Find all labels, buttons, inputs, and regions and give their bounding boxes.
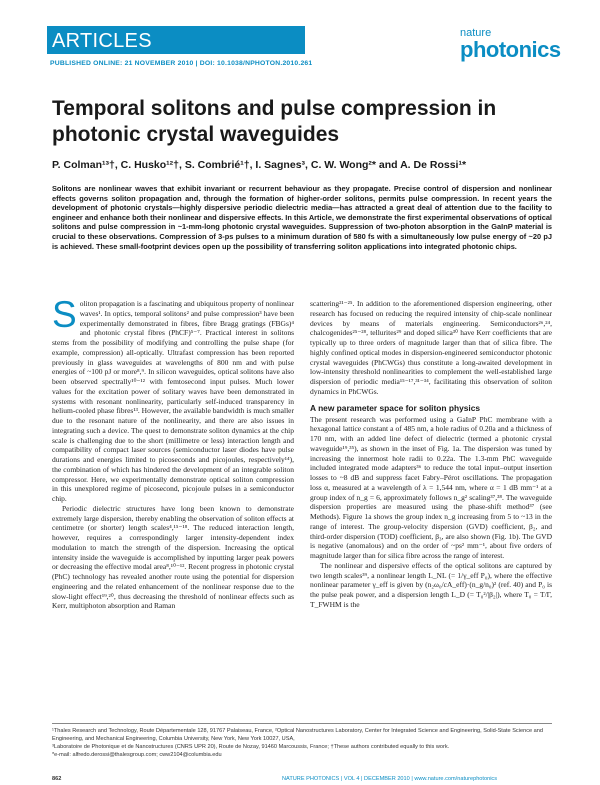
affiliation-line: ¹Thales Research and Technology, Route Départementale 128, 91767 Palaiseau, France, ²Optical Nanostructures Laboratory, Center for Integrated Science and Engineering, Solid-State Science and Engineering, and Mechanical Engineering, Columbia University, New York, New York 10027, USA, [52,728,543,742]
logo-line-photonics: photonics [460,37,561,62]
abstract: Solitons are nonlinear waves that exhibit invariant or recurrent behaviour as they propagate. Precise control of dispersion and nonlinear effects governs soliton propagation and, through the formation of higher-order solitons, permits pulse compression. In recent years the development of photonic crystals—highly dispersive periodic dielectric media—has attracted a great deal of attention due to the facility to engineer and enhance both their nonlinear and dispersive effects. In this Article, we demonstrate the first experimental observations of optical solitons and pulse compression in ~1-mm-long photonic crystal waveguides. Suppression of two-photon absorption in the GaInP material is crucial to these observations. Compression of 3-ps pulses to a minimum duration of 580 fs with a simultaneously low pulse energy of ~20 pJ is achieved. These small-footprint devices open up the possibility of transferring soliton applications into integrated photonic chips. [52,184,552,251]
article-title: Temporal solitons and pulse compression in photonic crystal waveguides [52,97,497,146]
page-footer [52,776,552,782]
intro-paragraph [52,294,294,504]
body-column-left [52,294,294,611]
body-paragraph: The nonlinear and dispersive effects of the optical solitons are captured by two length scales³⁹, a nonlinear length L_NL (= 1/γ_eff P₀), where the effective nonlinear parameter γ_eff is given by (n₂ω₀/cA_eff)·(n_g/n₀)² (ref. 40) and P₀ is the pulse peak power, and a dispersion length L_D (= T₀²/|β₂|), where T₀ = T/Γ, T_FWHM is the [310,560,552,609]
footnote-divider [52,723,552,724]
publication-info: PUBLISHED ONLINE: 21 NOVEMBER 2010 | DOI: 10.1038/NPHOTON.2010.261 [50,60,313,67]
article-header [0,0,600,80]
body-paragraph: The present research was performed using a GaInP PhC membrane with a hexagonal lattice constant a of 485 nm, a hole radius of 0.20a and a thickness of 170 nm, with an added line defect of dielectric (termed a photonic crystal waveguide¹⁹,³⁵), as shown in the inset of Fig. 1a. The dispersion was tuned by increasing the innermost hole radii to 0.22a. The 1.3-mm PhC waveguide included integrated mode adapters³⁶ to reduce the total input–output insertion losses to ~8 dB and suppress facet Fabry–Pérot oscillations. The propagation loss α, measured at a wavelength of λ = 1,544 nm, where α = 1 dB mm⁻¹ at a group index of n_g = 6, approximately follows n_g² scaling³⁷,³⁸. The waveguide dispersion properties are measured using the phase-shift method³⁷ (see Methods). Figure 1a shows the group index n_g increasing from 5 to ~13 in the range of interest. The group-velocity dispersion (GVD) coefficient, β₂, and third-order dispersion (TOD) coefficient, β₃, are also shown (Fig. 1b). The GVD is negative (anomalous) and on the order of ~ps² mm⁻¹, about five orders of magnitude larger than for silica fibre across the range of interest. [310,414,552,560]
section-heading: A new parameter space for soliton physics [310,402,481,413]
logo-line-nature: nature [460,27,492,39]
affiliation-line: ³Laboratoire de Photonique et de Nanostructures (CNRS UPR 20), Route de Nozay, 91460 Marcoussis, France; †These authors contributed equally to this work. [52,744,450,750]
affiliations-footnote [52,727,552,759]
body-paragraph: Periodic dielectric structures have long been known to demonstrate extremely large dispersion, thereby enabling the observation of soliton effects at centimetre (or shorter) length scales⁴,¹⁵⁻¹⁸. The reduced interaction length, however, requires a correspondingly larger intensity-dependent index modulation to match the strength of the dispersion. Increasing the optical intensity inside the waveguide is accomplished by inputting larger peak powers or decreasing the effective modal area⁸,¹⁰⁻¹². Recent progress in photonic crystal (PhC) technology has revealed another route using the potential for dispersion engineering and the related enhancement of the nonlinear response due to the slow-light effect¹⁹,²⁰, thus decreasing the threshold of nonlinear effects such as Kerr, multiphoton absorption and Raman [52,503,294,611]
page-number: 862 [52,776,62,782]
author-list: P. Colman¹³†, C. Husko¹²†, S. Combrié¹†, I. Sagnes³, C. W. Wong²* and A. De Rossi¹* [52,159,467,171]
body-paragraph: scattering²¹⁻²⁵. In addition to the aforementioned dispersion engineering, other research has focused on reducing the required intensity of chip-scale nonlinear devices by means of materials engineering. Semiconductors²⁶,²⁴, chalcogenides²⁵⁻²⁸, tellurites²⁹ and doped silica³⁰ have Kerr coefficients that are typically up to three orders of magnitude larger than that of silica fibre. The highly confined optical modes in dispersion-engineered semiconductor photonic crystal waveguides (PhCWGs) thus constitute a long-awaited development in low-intensity threshold nonlinearities to complement the well-established large dispersion of periodic media¹⁵⁻¹⁷,³¹⁻³⁴, facilitating this observation of soliton dynamics in PhCWGs. [310,299,552,396]
journal-logo [460,27,561,68]
section-label: ARTICLES [52,30,152,52]
body-column-right [310,299,552,610]
journal-citation: NATURE PHOTONICS | VOL 4 | DECEMBER 2010 | www.nature.com/naturephotonics [282,776,498,782]
correspondence-email: *e-mail: alfredo.derossi@thalesgroup.com; cww2104@columbia.edu [52,752,222,758]
drop-cap: S [52,294,77,335]
intro-text: oliton propagation is a fascinating and ubiquitous property of nonlinear waves¹. In optics, temporal solitons² and pulse compression³ have been experimentally demonstrated in fibres, fibre Bragg gratings (FBGs)⁴ and photonic crystal fibres (PhCF)⁵⁻⁷. Practical interest in solitons stems from the possibility of modifying and controlling the pulse shape (for example, compression) all-optically. Ultrafast compression has been reported previously in glass waveguides at wavelengths of 800 nm and with pulse energies of ~100 pJ or more⁸,⁹. In silicon waveguides, optical solitons have also been observed spectrally¹⁰⁻¹² with femtosecond input pulses. Much lower values for the excitation power of solitary waves have been demonstrated in systems with resonant nonlinearity, particularly self-induced transparency in helium-cooled phase fibres¹³. However, the available bandwidth is much smaller due to the resonant nature of the nonlinearity, and there are also issues in integrating such a device. The quest to demonstrate soliton dynamics at the chip scale is challenging due to the short (millimetre or less) interaction length and compatibility of compact laser sources (semiconductor laser diodes have pulse durations and energies limited to picoseconds and picojoules, respectively¹⁴), the combination of which has hindered the development of an integrable soliton compressor. Here, we experimentally demonstrate optical soliton compression in this unexplored regime of picosecond, picojoule pulses in a semiconductor chip. [52,299,294,503]
